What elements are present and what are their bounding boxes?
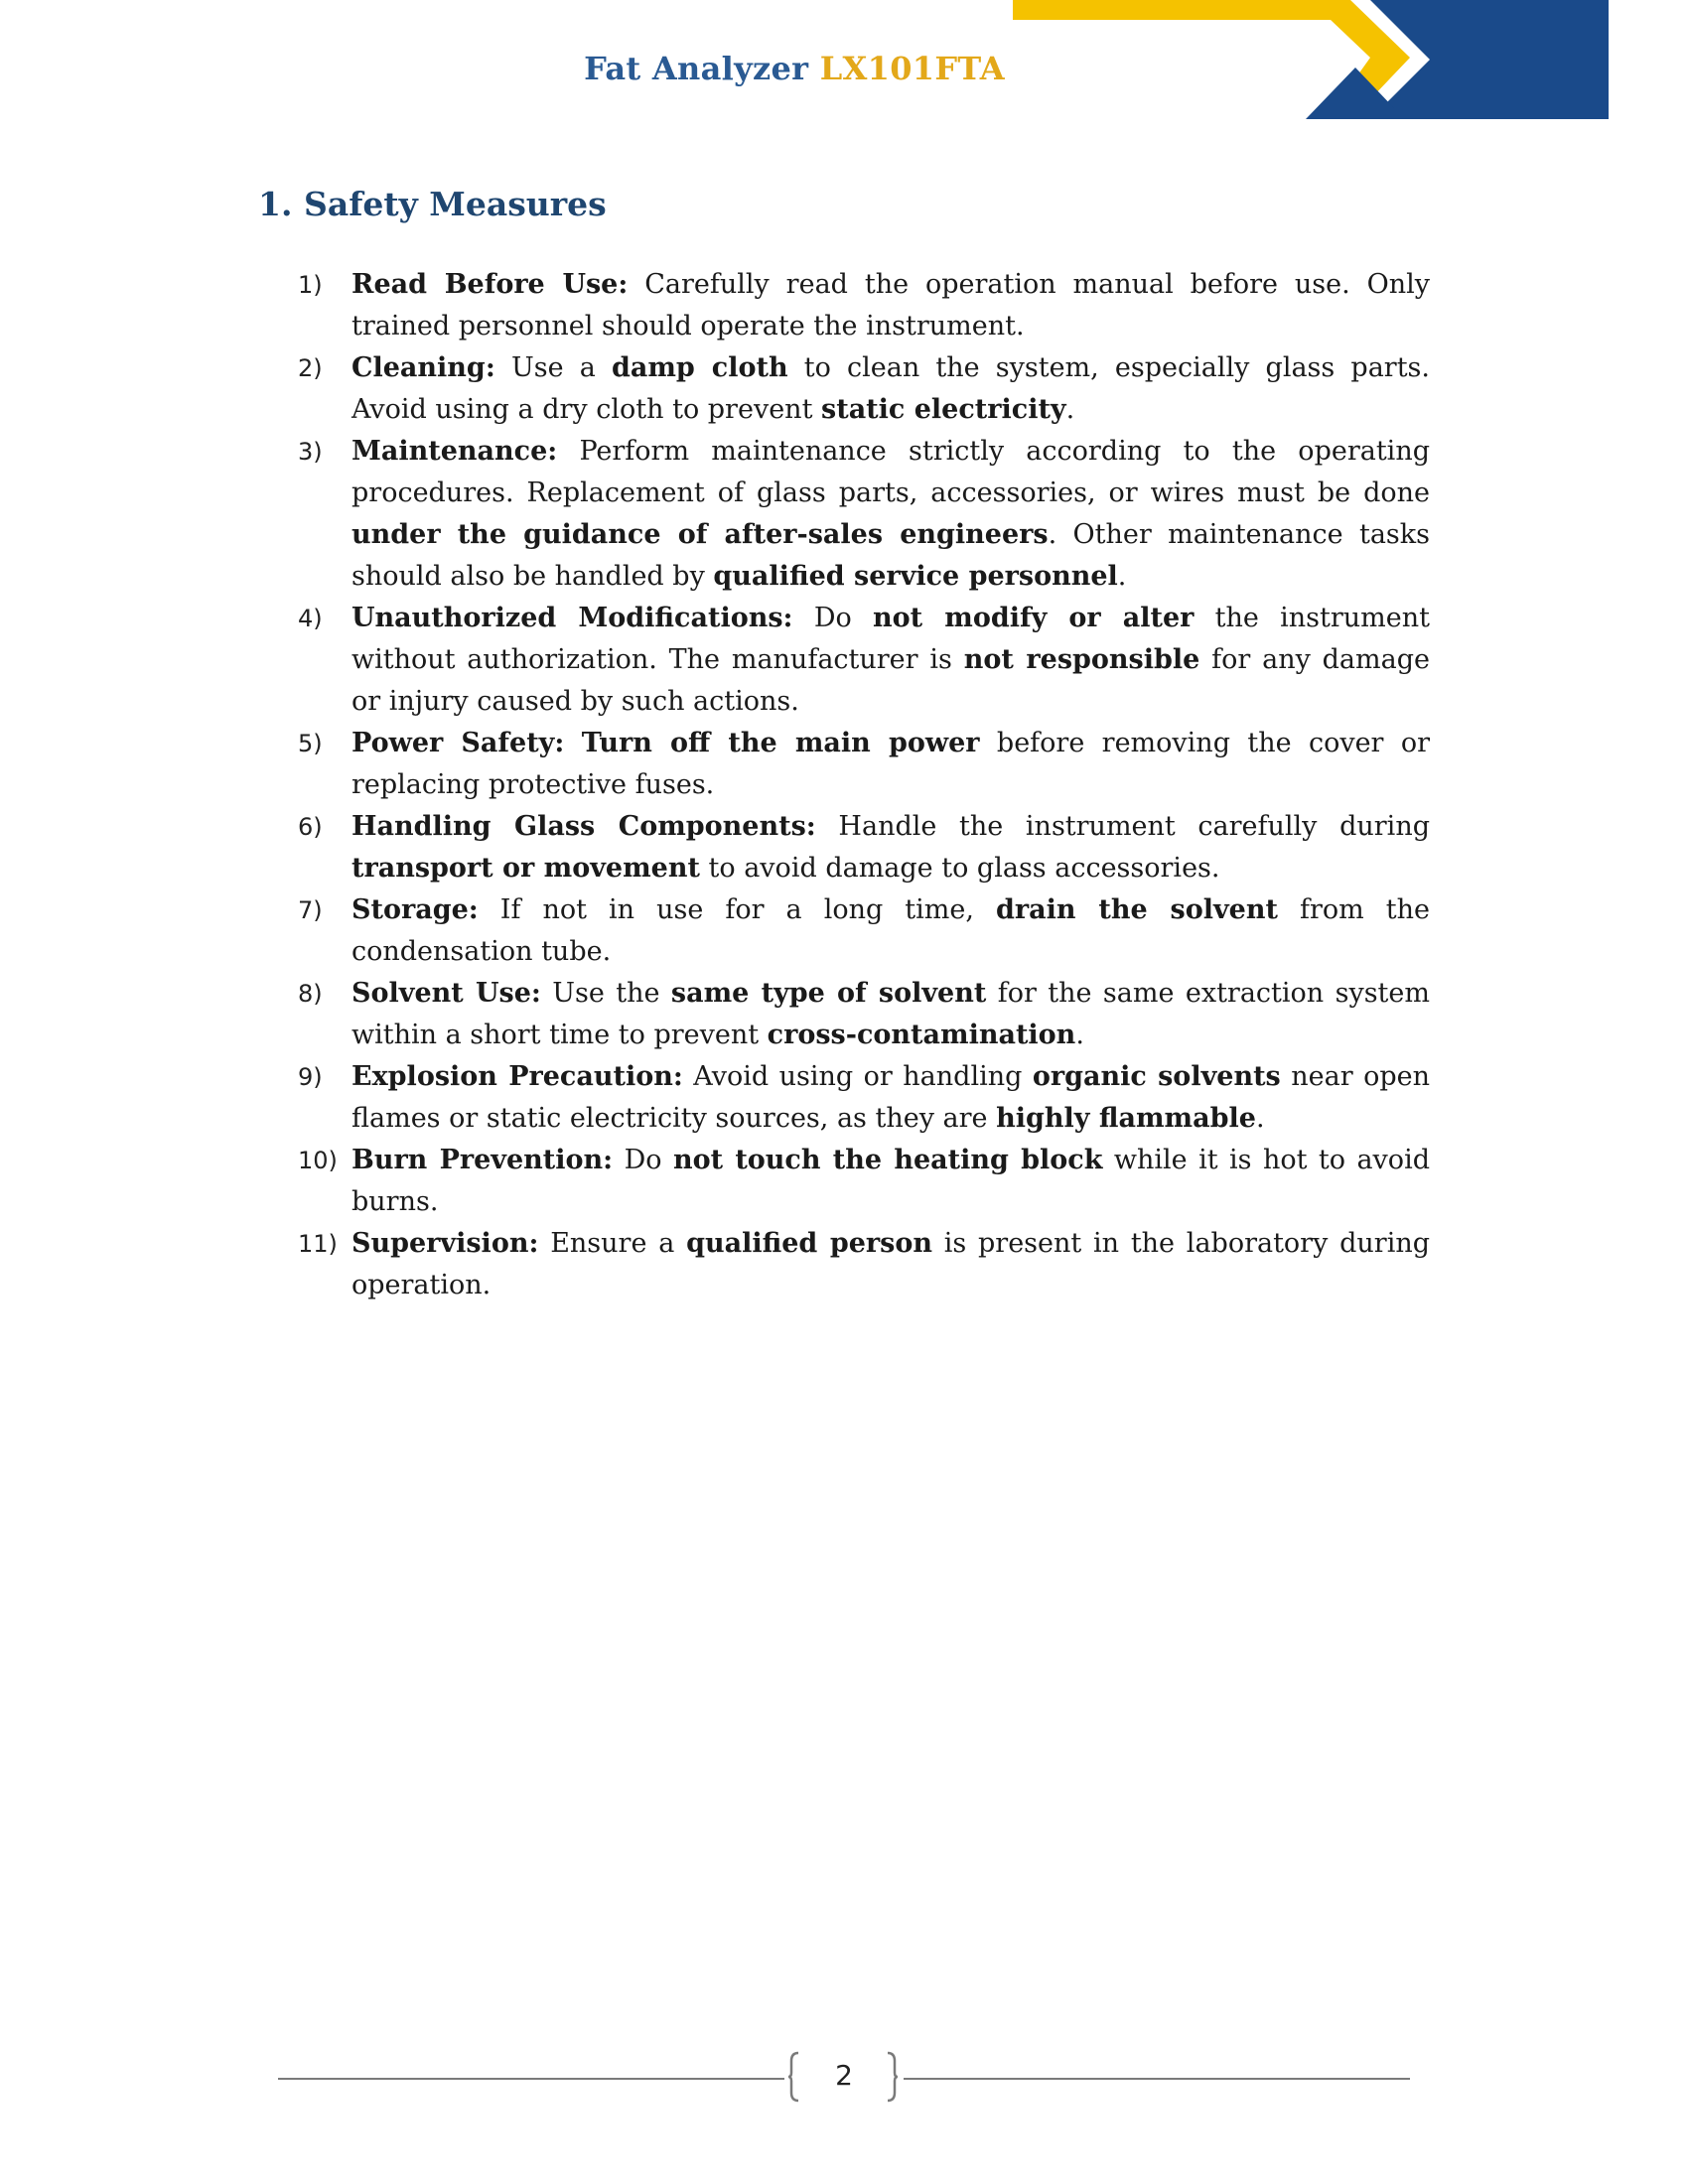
item-marker: 6) xyxy=(298,813,323,841)
header-chevron-graphic xyxy=(1013,0,1628,119)
emphasis-text: Unauthorized Modifications: xyxy=(352,603,793,633)
body-text: Do xyxy=(613,1145,673,1175)
body-text: is present in the laboratory during operation. xyxy=(352,1228,1430,1300)
emphasis-text: same type of solvent xyxy=(670,978,987,1009)
body-text: Perform maintenance strictly according to the operating procedures. Replacement of glass parts, accessories, or wires must be done xyxy=(352,436,1430,508)
emphasis-text: highly flammable xyxy=(996,1103,1256,1134)
safety-item xyxy=(298,347,1430,431)
body-text: the instrument without authorization. The manufacturer is xyxy=(352,603,1431,675)
emphasis-text: damp cloth xyxy=(611,352,788,383)
body-text: . xyxy=(1255,1103,1265,1134)
emphasis-text: not responsible xyxy=(963,644,1200,675)
body-text: Carefully read the operation manual before use. Only trained personnel should operate the instrument. xyxy=(352,269,1430,341)
footer-rule-left xyxy=(278,2078,784,2080)
item-marker: 2) xyxy=(298,354,323,382)
safety-item xyxy=(298,806,1430,889)
section-number: 1. xyxy=(258,185,293,223)
safety-item xyxy=(298,1056,1430,1140)
section-title xyxy=(258,185,607,223)
safety-item xyxy=(298,973,1430,1056)
emphasis-text: cross-contamination xyxy=(767,1020,1076,1050)
body-text: . xyxy=(1065,394,1075,425)
item-marker: 9) xyxy=(298,1063,323,1091)
body-text: to clean the system, especially glass parts. Avoid using a dry cloth to prevent xyxy=(352,352,1430,425)
body-text: to avoid damage to glass accessories. xyxy=(699,853,1220,884)
body-text: If not in use for a long time, xyxy=(478,894,996,925)
safety-item xyxy=(298,889,1430,973)
item-marker: 11) xyxy=(298,1230,338,1258)
emphasis-text: Solvent Use: xyxy=(352,978,541,1009)
body-text: Handle the instrument carefully during xyxy=(815,811,1430,842)
body-text: before removing the cover or replacing protective fuses. xyxy=(352,728,1430,800)
emphasis-text: Cleaning: xyxy=(352,352,495,383)
safety-item xyxy=(298,1223,1430,1306)
safety-item xyxy=(298,431,1430,598)
body-text: Use a xyxy=(494,352,612,383)
page-number: 2 xyxy=(835,2059,853,2092)
emphasis-text: under the guidance of after-sales engineers xyxy=(352,519,1049,550)
item-marker: 7) xyxy=(298,896,323,924)
emphasis-text: transport or movement xyxy=(352,853,700,884)
emphasis-text: Supervision: xyxy=(352,1228,539,1259)
item-marker: 4) xyxy=(298,605,323,632)
emphasis-text: Read Before Use: xyxy=(352,269,629,300)
emphasis-text: qualified service personnel xyxy=(713,561,1118,592)
emphasis-text: not modify or alter xyxy=(873,603,1195,633)
left-brace-icon xyxy=(788,2051,800,2103)
item-marker: 5) xyxy=(298,730,323,757)
section-title-text: Safety Measures xyxy=(304,185,607,223)
body-text: Use the xyxy=(540,978,671,1009)
emphasis-text: Power Safety: xyxy=(352,728,565,758)
safety-measures-list xyxy=(298,264,1430,1306)
item-marker: 3) xyxy=(298,438,323,466)
emphasis-text: static electricity xyxy=(821,394,1066,425)
body-text: . Other maintenance tasks should also be handled by xyxy=(352,519,1431,592)
product-name: Fat Analyzer xyxy=(584,50,809,87)
footer-rule-right xyxy=(904,2078,1410,2080)
body-text: Ensure a xyxy=(538,1228,687,1259)
item-marker: 1) xyxy=(298,271,323,299)
emphasis-text: Storage: xyxy=(352,894,479,925)
right-brace-icon xyxy=(886,2051,898,2103)
body-text xyxy=(564,728,581,758)
body-text: Avoid using or handling xyxy=(682,1061,1033,1092)
emphasis-text: organic solvents xyxy=(1032,1061,1281,1092)
body-text: for the same extraction system within a short time to prevent xyxy=(352,978,1430,1050)
emphasis-text: qualified person xyxy=(686,1228,932,1259)
emphasis-text: Handling Glass Components: xyxy=(352,811,816,842)
body-text: . xyxy=(1117,561,1127,592)
emphasis-text: Explosion Precaution: xyxy=(352,1061,683,1092)
safety-item xyxy=(298,723,1430,806)
page-footer xyxy=(278,2051,1410,2107)
item-marker: 8) xyxy=(298,980,323,1008)
body-text: Do xyxy=(792,603,874,633)
emphasis-text: Maintenance: xyxy=(352,436,558,467)
item-marker: 10) xyxy=(298,1147,338,1174)
body-text: for any damage or injury caused by such actions. xyxy=(352,644,1430,717)
body-text: near open flames or static electricity sources, as they are xyxy=(352,1061,1430,1134)
emphasis-text: Turn off the main power xyxy=(581,728,980,758)
body-text: while it is hot to avoid burns. xyxy=(352,1145,1430,1217)
body-text: . xyxy=(1075,1020,1084,1050)
model-number: LX101FTA xyxy=(819,50,1005,87)
body-text: from the condensation tube. xyxy=(352,894,1431,967)
emphasis-text: not touch the heating block xyxy=(672,1145,1103,1175)
emphasis-text: Burn Prevention: xyxy=(352,1145,614,1175)
emphasis-text: drain the solvent xyxy=(996,894,1278,925)
safety-item xyxy=(298,598,1430,723)
safety-item xyxy=(298,264,1430,347)
safety-item xyxy=(298,1140,1430,1223)
